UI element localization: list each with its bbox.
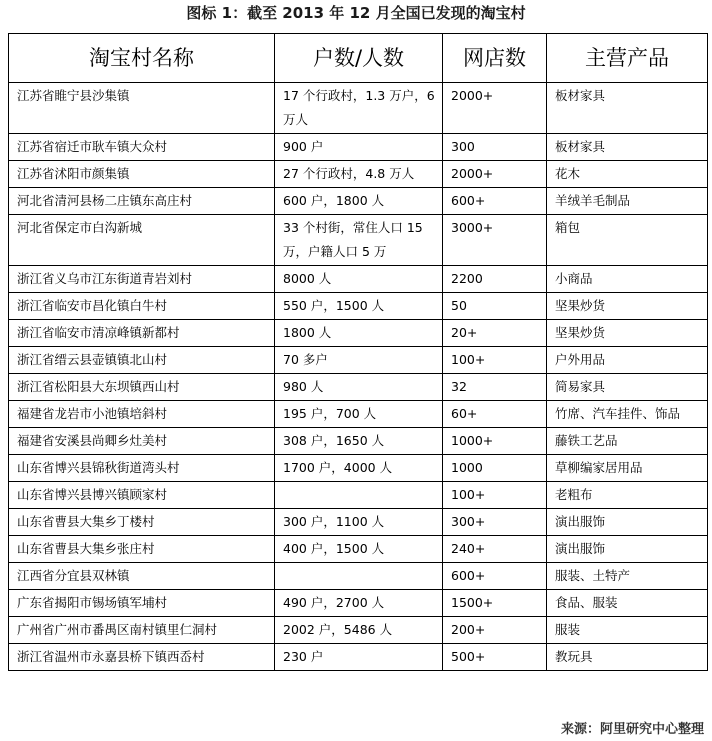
main-products-cell: 演出服饰 — [547, 509, 708, 536]
households-cell: 980 人 — [275, 374, 443, 401]
table-row — [9, 266, 708, 293]
table-row — [9, 590, 708, 617]
header-households: 户数/人数 — [275, 34, 443, 83]
main-products-cell: 板材家具 — [547, 134, 708, 161]
village-name-cell: 广东省揭阳市锡场镇军埔村 — [9, 590, 275, 617]
main-products-cell: 羊绒羊毛制品 — [547, 188, 708, 215]
header-row — [9, 34, 708, 83]
table-row — [9, 401, 708, 428]
households-cell: 600 户，1800 人 — [275, 188, 443, 215]
main-products-cell: 花木 — [547, 161, 708, 188]
table-row — [9, 644, 708, 671]
households-cell: 2002 户，5486 人 — [275, 617, 443, 644]
table-row — [9, 161, 708, 188]
households-cell — [275, 482, 443, 509]
header-village-name: 淘宝村名称 — [9, 34, 275, 83]
main-products-cell: 教玩具 — [547, 644, 708, 671]
header-shop-count: 网店数 — [443, 34, 547, 83]
table-row — [9, 83, 708, 134]
source-note: 来源：阿里研究中心整理 — [560, 722, 704, 737]
table-row — [9, 617, 708, 644]
households-cell: 33 个村街，常住人口 15 万，户籍人口 5 万 — [275, 215, 443, 266]
village-name-cell: 山东省博兴县博兴镇顾家村 — [9, 482, 275, 509]
households-cell: 230 户 — [275, 644, 443, 671]
table-row — [9, 347, 708, 374]
shop-count-cell: 500+ — [443, 644, 547, 671]
households-cell: 490 户，2700 人 — [275, 590, 443, 617]
households-cell: 1700 户，4000 人 — [275, 455, 443, 482]
shop-count-cell: 200+ — [443, 617, 547, 644]
households-cell: 17 个行政村，1.3 万户，6 万人 — [275, 83, 443, 134]
households-cell: 308 户，1650 人 — [275, 428, 443, 455]
shop-count-cell: 1000 — [443, 455, 547, 482]
taobao-village-table — [8, 33, 708, 671]
shop-count-cell: 100+ — [443, 347, 547, 374]
village-name-cell: 河北省保定市白沟新城 — [9, 215, 275, 266]
table-row — [9, 536, 708, 563]
main-products-cell: 食品、服装 — [547, 590, 708, 617]
village-name-cell: 浙江省温州市永嘉县桥下镇西岙村 — [9, 644, 275, 671]
main-products-cell: 板材家具 — [547, 83, 708, 134]
shop-count-cell: 2200 — [443, 266, 547, 293]
village-name-cell: 江苏省沭阳市颜集镇 — [9, 161, 275, 188]
table-row — [9, 509, 708, 536]
shop-count-cell: 1500+ — [443, 590, 547, 617]
households-cell: 550 户，1500 人 — [275, 293, 443, 320]
main-products-cell: 简易家具 — [547, 374, 708, 401]
main-products-cell: 老粗布 — [547, 482, 708, 509]
main-products-cell: 坚果炒货 — [547, 293, 708, 320]
table-row — [9, 215, 708, 266]
village-name-cell: 河北省清河县杨二庄镇东高庄村 — [9, 188, 275, 215]
village-name-cell: 山东省博兴县锦秋街道湾头村 — [9, 455, 275, 482]
households-cell: 300 户，1100 人 — [275, 509, 443, 536]
village-name-cell: 广州省广州市番禺区南村镇里仁洞村 — [9, 617, 275, 644]
shop-count-cell: 32 — [443, 374, 547, 401]
shop-count-cell: 50 — [443, 293, 547, 320]
village-name-cell: 浙江省缙云县壶镇镇北山村 — [9, 347, 275, 374]
village-name-cell: 山东省曹县大集乡丁楼村 — [9, 509, 275, 536]
main-products-cell: 箱包 — [547, 215, 708, 266]
table-row — [9, 293, 708, 320]
main-products-cell: 演出服饰 — [547, 536, 708, 563]
table-row — [9, 320, 708, 347]
households-cell: 400 户，1500 人 — [275, 536, 443, 563]
village-name-cell: 福建省龙岩市小池镇培斜村 — [9, 401, 275, 428]
shop-count-cell: 1000+ — [443, 428, 547, 455]
table-row — [9, 134, 708, 161]
main-products-cell: 坚果炒货 — [547, 320, 708, 347]
shop-count-cell: 2000+ — [443, 161, 547, 188]
main-products-cell: 藤铁工艺品 — [547, 428, 708, 455]
table-row — [9, 563, 708, 590]
households-cell: 27 个行政村，4.8 万人 — [275, 161, 443, 188]
shop-count-cell: 300 — [443, 134, 547, 161]
main-products-cell: 服装 — [547, 617, 708, 644]
shop-count-cell: 300+ — [443, 509, 547, 536]
village-name-cell: 浙江省松阳县大东坝镇西山村 — [9, 374, 275, 401]
shop-count-cell: 2000+ — [443, 83, 547, 134]
households-cell: 900 户 — [275, 134, 443, 161]
village-name-cell: 江苏省宿迁市耿车镇大众村 — [9, 134, 275, 161]
main-products-cell: 草柳编家居用品 — [547, 455, 708, 482]
households-cell: 70 多户 — [275, 347, 443, 374]
households-cell: 8000 人 — [275, 266, 443, 293]
village-name-cell: 浙江省义乌市江东街道青岩刘村 — [9, 266, 275, 293]
shop-count-cell: 100+ — [443, 482, 547, 509]
main-products-cell: 服装、土特产 — [547, 563, 708, 590]
table-row — [9, 455, 708, 482]
table-row — [9, 374, 708, 401]
table-row — [9, 428, 708, 455]
header-main-products: 主营产品 — [547, 34, 708, 83]
main-products-cell: 小商品 — [547, 266, 708, 293]
shop-count-cell: 3000+ — [443, 215, 547, 266]
village-name-cell: 山东省曹县大集乡张庄村 — [9, 536, 275, 563]
shop-count-cell: 20+ — [443, 320, 547, 347]
village-name-cell: 福建省安溪县尚卿乡灶美村 — [9, 428, 275, 455]
shop-count-cell: 600+ — [443, 188, 547, 215]
table-row — [9, 482, 708, 509]
village-name-cell: 浙江省临安市清凉峰镇新都村 — [9, 320, 275, 347]
households-cell: 195 户，700 人 — [275, 401, 443, 428]
households-cell — [275, 563, 443, 590]
table-row — [9, 188, 708, 215]
main-products-cell: 户外用品 — [547, 347, 708, 374]
shop-count-cell: 60+ — [443, 401, 547, 428]
village-name-cell: 浙江省临安市昌化镇白牛村 — [9, 293, 275, 320]
figure-title: 图标 1：截至 2013 年 12 月全国已发现的淘宝村 — [186, 4, 526, 22]
shop-count-cell: 240+ — [443, 536, 547, 563]
households-cell: 1800 人 — [275, 320, 443, 347]
shop-count-cell: 600+ — [443, 563, 547, 590]
village-name-cell: 江苏省睢宁县沙集镇 — [9, 83, 275, 134]
main-products-cell: 竹席、汽车挂件、饰品 — [547, 401, 708, 428]
village-name-cell: 江西省分宜县双林镇 — [9, 563, 275, 590]
